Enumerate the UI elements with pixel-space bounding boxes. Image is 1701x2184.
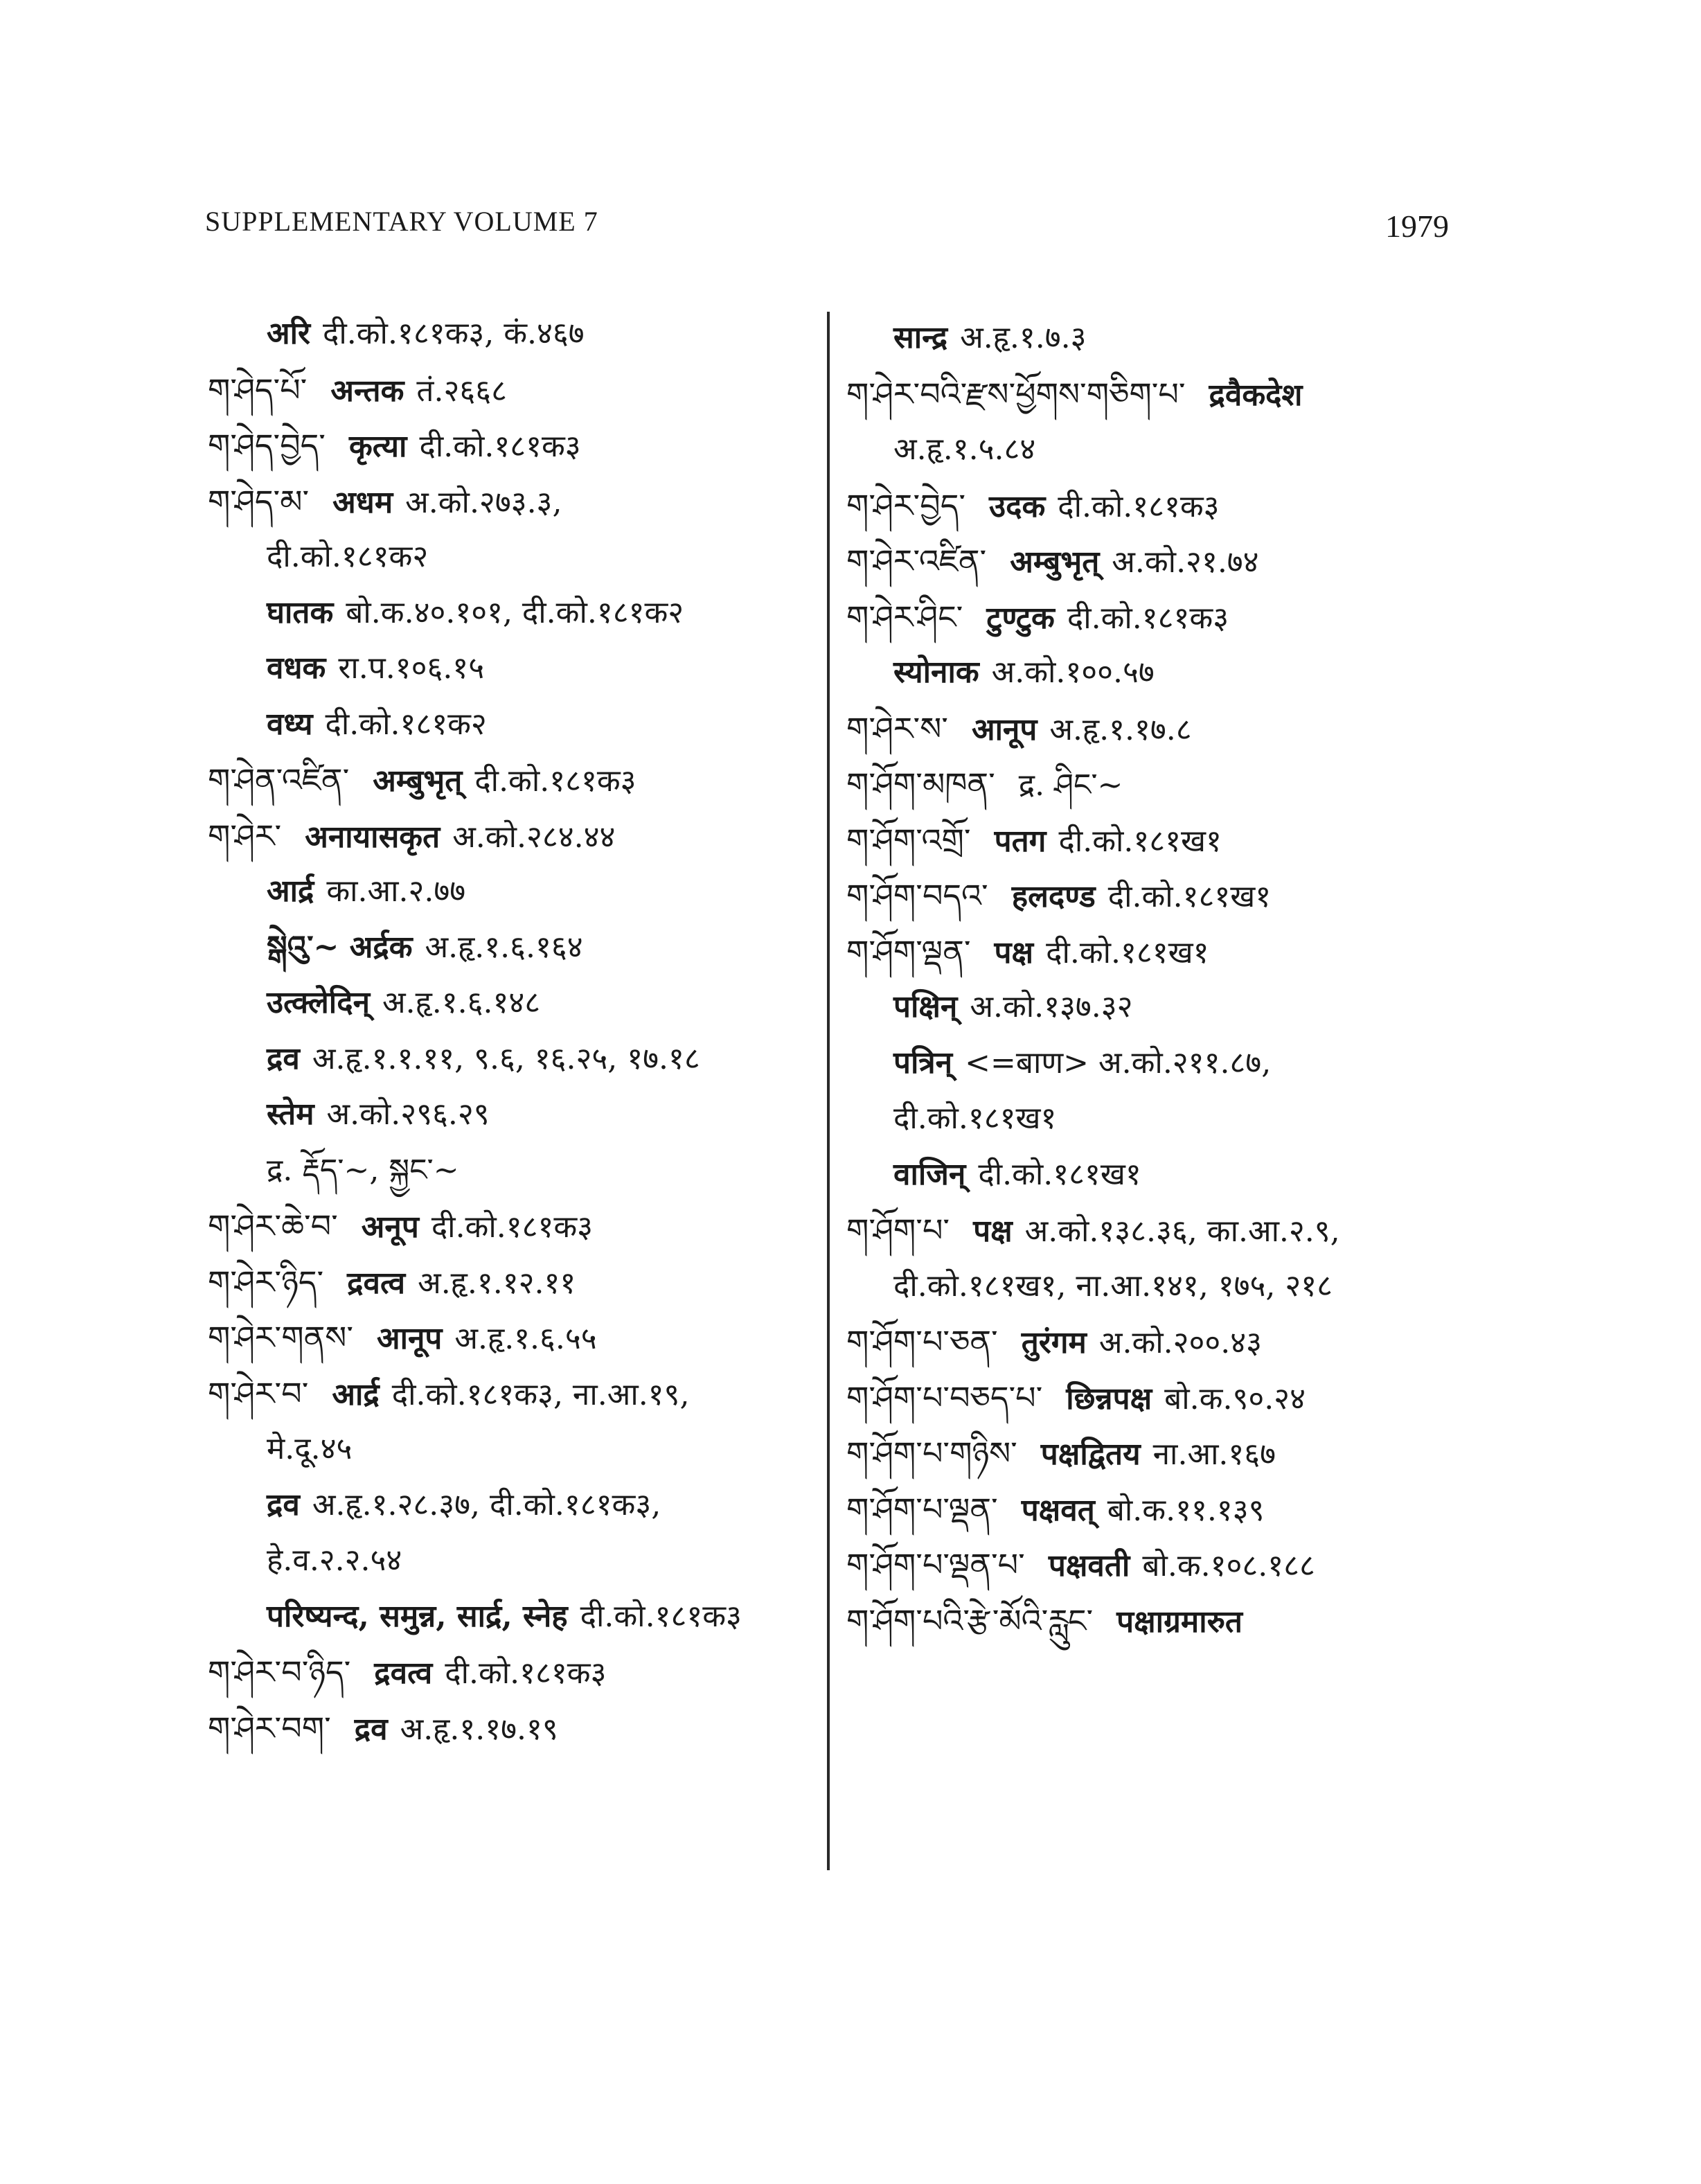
dictionary-line [846,1489,1264,1530]
dictionary-line [208,1317,597,1358]
source-reference: अ.को.२९६.२९ [326,1097,490,1132]
sanskrit-equivalent: पतग [994,823,1047,859]
sanskrit-equivalent: स्योनाक [893,655,979,690]
tibetan-headword: ག་ཤེད་བྱེད་ [208,427,326,464]
sanskrit-equivalent: अम्बुभृत् [1010,544,1100,580]
source-reference: अ.हृ.१.१२.११ [418,1265,576,1301]
sanskrit-equivalent: आनूप [971,711,1037,747]
dictionary-line [267,536,428,578]
source-reference: ना.आ.१६७ [1152,1437,1276,1472]
source-reference: दी.को.१८१ख१ [978,1156,1141,1192]
dictionary-line [267,313,585,355]
sanskrit-equivalent: कृत्या [348,429,407,464]
dictionary-line [846,373,1315,415]
dictionary-line [267,648,484,689]
source-reference: द्र. རྡོད་~, སྐྱང་~ [267,1152,459,1188]
tibetan-headword: ག་ཤོག་པའི་རྩེ་མོའི་རླུང་ [846,1601,1094,1640]
source-reference: अ.हृ.१.७.३ [960,320,1087,355]
tibetan-headword: ག་ཤོག་མཁན་ [846,765,995,803]
dictionary-line [267,1484,661,1526]
sanskrit-equivalent: पक्षिन् [893,989,958,1024]
tibetan-headword: ག་ཤེད་མ་ [208,482,310,520]
source-reference: रा.प.१०६.१५ [338,650,485,686]
running-title: SUPPLEMENTARY VOLUME 7 [205,206,598,237]
dictionary-line [267,592,684,634]
tibetan-headword: ག་ཤོག་པ་ [846,1211,950,1249]
dictionary-line [846,1544,1315,1586]
dictionary-line [893,429,1035,470]
sanskrit-equivalent: पक्षवती [1048,1548,1130,1583]
source-reference: अ.को.१३७.३२ [970,989,1133,1024]
source-reference: दी.को.१८१क३ [419,429,581,464]
dictionary-line [208,369,507,411]
dictionary-line [267,1094,490,1135]
dictionary-line [893,1098,1056,1139]
tibetan-headword: ག་ཤེར་བ་ [208,1374,309,1412]
tibetan-headword: ག་ཤེར་ཉིད་ [208,1263,324,1301]
tibetan-headword: ག་ཤེར་བག་ [208,1709,331,1747]
sanskrit-equivalent: घातक [267,594,334,630]
sanskrit-equivalent: वधक [267,650,326,686]
sanskrit-equivalent: द्रव [267,1040,300,1076]
source-reference: दी.को.१८१क३ [445,1655,607,1691]
tibetan-headword: ག་ཤེར་བའི་རྫས་ཕྱོགས་གཅིག་པ་ [846,375,1186,413]
sanskrit-equivalent: सान्द्र [893,320,948,355]
dictionary-line [893,986,1133,1028]
sanskrit-equivalent: पक्ष [994,934,1034,970]
source-reference: अ.को.१३८.३६, का.आ.२.९, [1024,1214,1340,1249]
tibetan-headword: ག་ཤོག་བདའ་ [846,877,988,914]
dictionary-line [846,596,1229,638]
sanskrit-equivalent: अनूप [361,1209,419,1245]
column-divider [827,312,830,1870]
dictionary-line [846,1321,1262,1362]
source-reference: दी.को.१८१ख१ [893,1101,1057,1136]
source-reference: बो.क.४०.१०१, दी.को.१८१क२ [346,594,684,630]
dictionary-line [846,931,1209,973]
sanskrit-equivalent: पत्रिन् [893,1045,953,1081]
source-reference: दी.को.१८१क२ [267,539,429,574]
tibetan-headword: ག་ཤོག་ལྡན་ [846,932,971,970]
dictionary-line [846,540,1259,582]
sanskrit-equivalent: छिन्नपक्ष [1066,1380,1152,1417]
source-reference: मे.दू.४५ [267,1431,353,1466]
dictionary-line [208,425,581,466]
source-reference: दी.को.१८१क३ [474,763,636,799]
tibetan-headword: ག་ཤེར་གནས་ [208,1319,353,1356]
source-reference: अ.हृ.१.१७.८ [1049,711,1192,747]
dictionary-line [893,1154,1141,1196]
tibetan-headword: ག་ཤེར་ཤིང་ [846,598,963,636]
tibetan-headword: ག་ཤེར་བྱེད་ [846,486,965,524]
sanskrit-equivalent: तुरंगम [1021,1325,1087,1360]
tibetan-headword: ག་ཤོག་འགྲོ་ [846,821,971,859]
sanskrit-equivalent: द्रवत्व [347,1265,406,1301]
source-reference: अ.हृ.१.५.८४ [893,432,1036,467]
dictionary-line [208,759,636,801]
dictionary-line [846,819,1222,861]
dictionary-line [893,1266,1333,1307]
dictionary-line [893,317,1087,359]
tibetan-headword: ག་ཤོག་པ་གཉིས་ [846,1435,1017,1472]
sanskrit-equivalent: उत्क्लेदिन् [267,985,370,1020]
source-reference: अ.हृ.१.६.५५ [454,1321,597,1356]
source-reference: बो.क.९०.२४ [1164,1380,1306,1417]
source-reference: दी.को.१८१क३ [1067,600,1229,636]
dictionary-line [846,875,1271,916]
dictionary-line [846,1377,1306,1419]
dictionary-line [267,1540,402,1581]
sanskrit-equivalent: वाजिन् [893,1156,966,1192]
dictionary-line [208,1651,606,1693]
source-reference: तं.२६६८ [416,373,507,409]
source-reference: दी.को.१८१क३, कं.४६७ [323,316,585,351]
dictionary-line [846,1209,1340,1251]
source-reference: अ.हृ.१.६.१४८ [382,985,541,1020]
source-reference: बो.क.११.१३९ [1107,1492,1265,1528]
tibetan-headword: ག་ཤོག་པ་ལྡན་ [846,1490,998,1528]
tibetan-headword: ག་ཤེར་ [208,817,282,855]
dictionary-line [208,1205,593,1247]
sanskrit-equivalent: परिष्यन्द, समुन्न, सार्द्र, स्नेह [267,1598,568,1634]
tibetan-headword: ག་ཤོག་པ་ལྡན་པ་ [846,1546,1025,1583]
dictionary-line [267,1596,742,1637]
page-number: 1979 [1385,208,1449,244]
dictionary-line [267,1150,459,1191]
source-reference: अ.को.१००.५७ [991,655,1155,690]
source-reference: दी.को.१८१क३ [1058,488,1220,524]
dictionary-line [267,927,583,968]
sanskrit-equivalent: अम्बुभृत् [373,763,463,799]
source-reference: अ.हृ.१.१७.१९ [400,1711,558,1747]
source-reference: दी.को.१८१क३ [580,1598,742,1634]
sanskrit-equivalent: आर्द्र [332,1376,380,1412]
source-reference: का.आ.२.७७ [326,873,466,909]
source-reference: बो.क.१०८.१८८ [1142,1548,1315,1583]
source-reference: <=बाण> अ.को.२११.८७, [965,1045,1272,1081]
dictionary-line [846,708,1192,749]
dictionary-line [208,1707,558,1749]
source-reference: अ.हृ.१.१.११, ९.६, १६.२५, १७.१८ [312,1040,700,1076]
dictionary-line [846,1600,1255,1642]
sanskrit-equivalent: पक्ष [973,1214,1013,1249]
source-reference: दी.को.१८१ख१, ना.आ.१४१, १७५, २१८ [893,1268,1333,1304]
dictionary-line [846,1432,1276,1474]
tibetan-headword: ག་ཤེར་འཛིན་ [846,542,987,580]
sanskrit-equivalent: आनूप [377,1321,443,1356]
dictionary-line [267,1038,700,1080]
source-reference: द्र. ཤིང་~ [1018,767,1123,803]
sanskrit-equivalent: द्रव [267,1486,300,1522]
sanskrit-equivalent: आर्द्र [267,873,314,909]
sanskrit-equivalent: द्रवैकदेश [1209,377,1303,413]
source-reference: दी.को.१८१क२ [325,706,487,742]
source-reference: अ.को.२७३.३, [405,484,562,520]
sanskrit-equivalent: अन्तक [330,373,404,409]
sanskrit-equivalent: अरि [267,316,311,351]
source-reference: दी.को.१८१ख१ [1107,879,1272,914]
sanskrit-equivalent: हलदण्ड [1011,879,1096,914]
dictionary-line [267,704,487,745]
tibetan-headword: ག་ཤོག་པ་བཅད་པ་ [846,1378,1043,1417]
dictionary-line [208,1261,576,1303]
source-reference: दी.को.१८१ख१ [1058,823,1222,859]
source-reference: अ.को.२००.४३ [1098,1325,1263,1360]
sanskrit-equivalent: སྒེའུ་~ अर्द्रक [267,929,413,965]
dictionary-line [893,652,1155,693]
source-reference: दी.को.१८१क३ [431,1209,594,1245]
tibetan-headword: ག་ཤེར་བ་ཉིད་ [208,1653,351,1691]
tibetan-headword: ག་ཤེན་འཛིན་ [208,761,350,799]
source-reference: दी.को.१८१क३, ना.आ.१९, [391,1376,690,1412]
sanskrit-equivalent: पक्षाग्रमारुत [1116,1604,1243,1640]
tibetan-headword: ག་ཤེར་ས་ [846,709,948,747]
sanskrit-equivalent: अधम [332,484,393,520]
sanskrit-equivalent: स्तेम [267,1097,314,1132]
dictionary-line [846,763,1123,805]
source-reference: अ.हृ.१.६.१६४ [425,929,583,965]
sanskrit-equivalent: पक्षद्वितय [1040,1437,1141,1472]
sanskrit-equivalent: टुण्टुक [986,600,1055,636]
sanskrit-equivalent: उदक [989,488,1046,524]
dictionary-line [208,815,615,857]
sanskrit-equivalent: द्रवत्व [374,1655,433,1691]
sanskrit-equivalent: पक्षवत् [1021,1492,1095,1528]
dictionary-line [208,481,562,522]
sanskrit-equivalent: वध्य [267,706,313,742]
dictionary-line [267,871,465,912]
dictionary-line [208,1373,689,1414]
sanskrit-equivalent: अनायासकृत [305,819,440,855]
tibetan-headword: ག་ཤེད་པོ་ [208,371,308,409]
tibetan-headword: ག་ཤེར་ཆེ་བ་ [208,1207,338,1245]
tibetan-headword: ག་ཤོག་པ་ཅན་ [846,1323,998,1360]
source-reference: अ.को.२१.७४ [1112,544,1259,580]
dictionary-line [267,1428,352,1470]
dictionary-line [846,485,1220,526]
source-reference: दी.को.१८१ख१ [1046,934,1209,970]
source-reference: हे.व.२.२.५४ [267,1543,402,1578]
dictionary-line [893,1042,1271,1084]
source-reference: अ.को.२८४.४४ [452,819,616,855]
dictionary-line [267,982,540,1024]
source-reference: अ.हृ.१.२८.३७, दी.को.१८१क३, [312,1486,661,1522]
sanskrit-equivalent: द्रव [354,1711,388,1747]
